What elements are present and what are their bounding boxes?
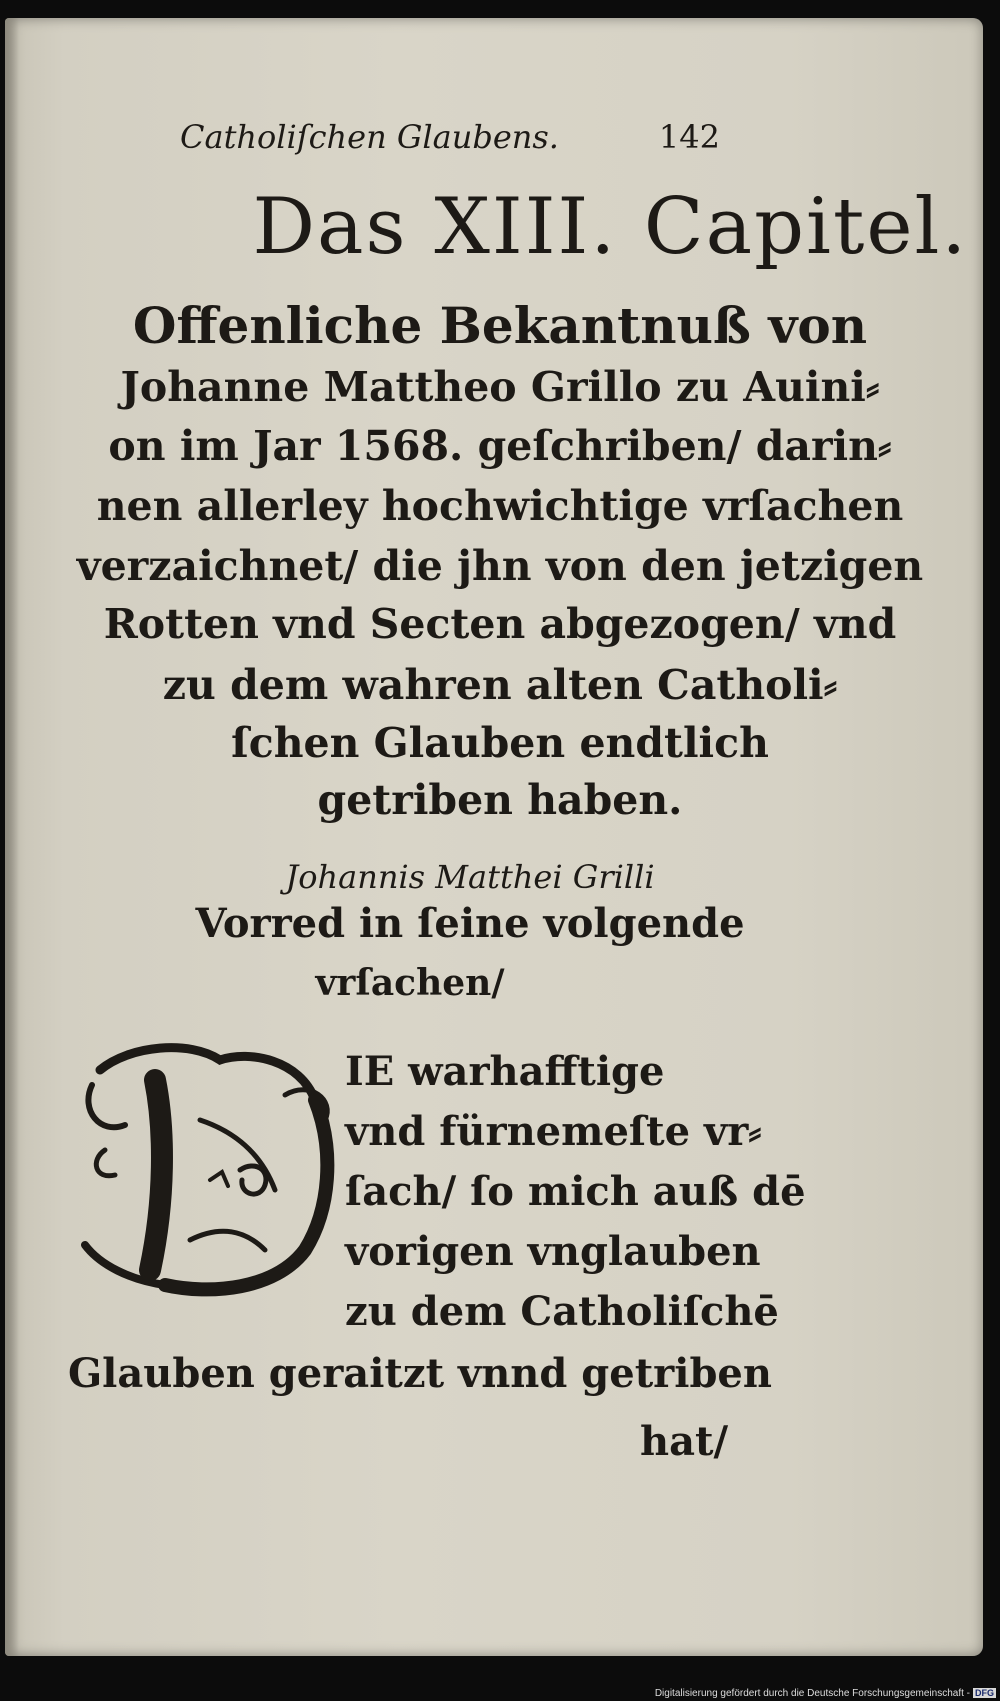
title-line: getriben haben. bbox=[317, 776, 683, 824]
chapter-heading-text: Das XIII. Capitel. bbox=[252, 182, 969, 272]
chapter-heading bbox=[0, 182, 1000, 272]
body-line: ſach/ ſo mich auß dē bbox=[345, 1168, 806, 1215]
body-line: vorigen vnglauben bbox=[345, 1228, 761, 1275]
dfg-logo: DFG bbox=[975, 1688, 994, 1698]
title-line: nen allerley hochwichtige vrſachen bbox=[96, 482, 904, 530]
folio-number: 142 bbox=[658, 118, 720, 156]
title-line: verzaichnet/ die jhn von den jetzigen bbox=[76, 542, 924, 590]
title-line: on im Jar 1568. geſchriben/ darin⸗ bbox=[108, 422, 892, 470]
title-line: ſchen Glauben endtlich bbox=[231, 719, 769, 767]
preface-title: Vorred in ſeine volgende bbox=[195, 900, 745, 947]
preface-author: Johannis Matthei Grilli bbox=[285, 858, 655, 896]
digitization-credit bbox=[655, 1688, 996, 1699]
body-line: zu dem Catholiſchē bbox=[345, 1288, 779, 1335]
body-line: hat/ bbox=[640, 1418, 729, 1465]
running-head bbox=[160, 118, 720, 158]
title-line: zu dem wahren alten Catholi⸗ bbox=[162, 661, 838, 709]
body-line: IE warhafftige bbox=[345, 1048, 665, 1095]
body-line: vnd fürnemeſte vr⸗ bbox=[345, 1108, 762, 1155]
decorated-initial-d-icon bbox=[70, 1040, 350, 1300]
title-line: Rotten vnd Secten abgezogen/ vnd bbox=[103, 600, 897, 648]
running-title: Catholiſchen Glaubens. bbox=[180, 118, 559, 156]
title-line: Johanne Mattheo Grillo zu Auini⸗ bbox=[120, 363, 880, 411]
title-line: Offenliche Bekantnuß von bbox=[132, 296, 868, 355]
credit-text: Digitalisierung gefördert durch die Deutsche Forschungsgemeinschaft - bbox=[654, 1688, 970, 1699]
body-line: Glauben geraitzt vnnd getriben bbox=[68, 1350, 772, 1397]
preface-title-continued: vrſachen/ bbox=[315, 962, 505, 1004]
